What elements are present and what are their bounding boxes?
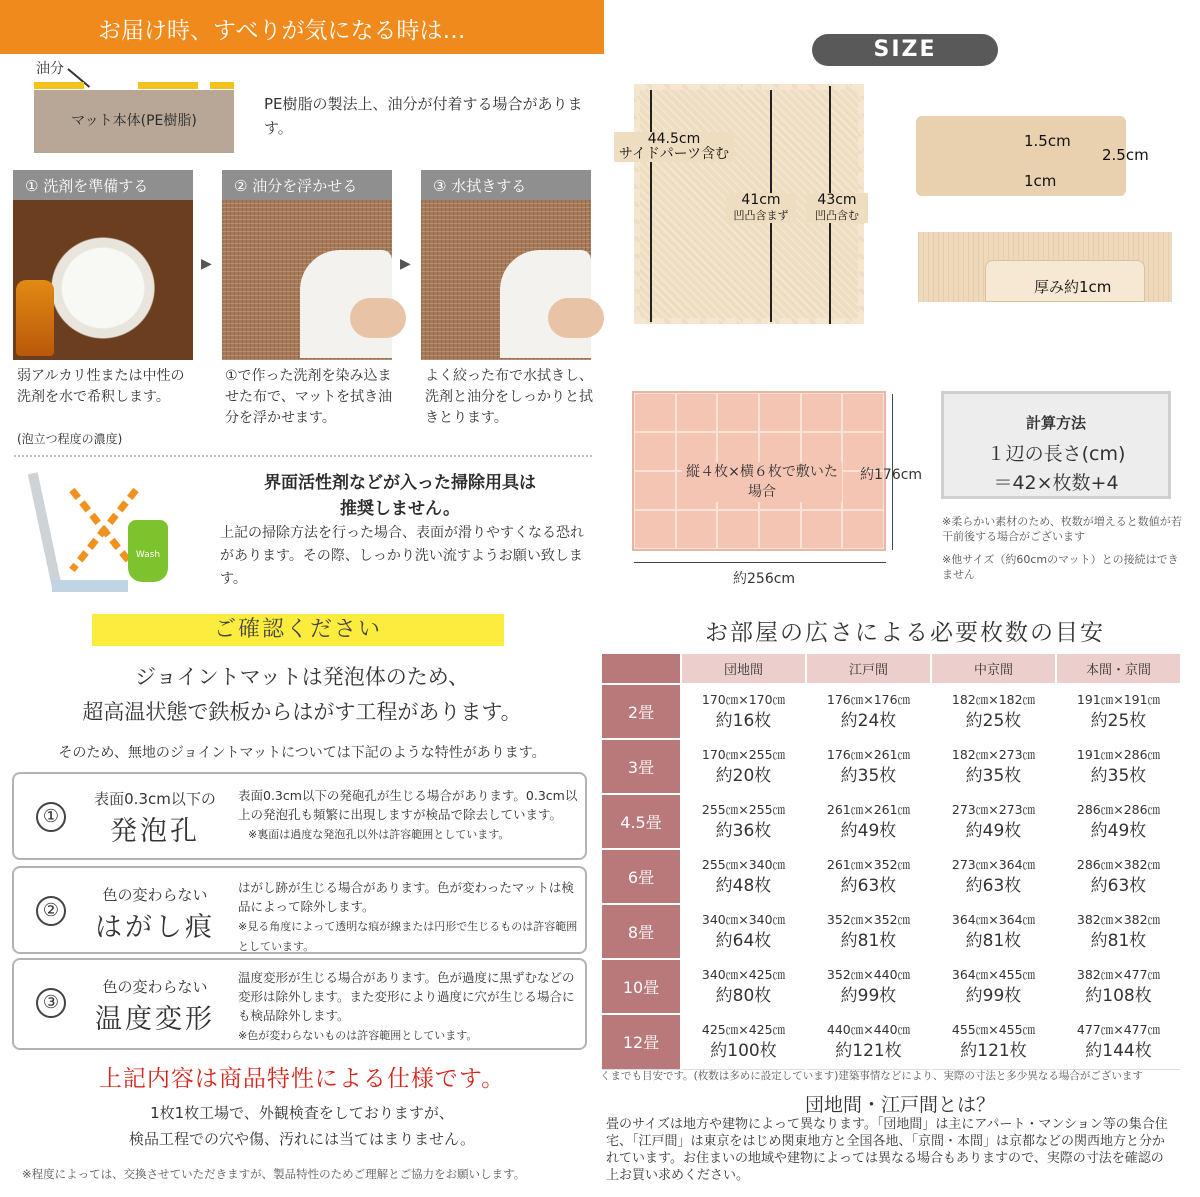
detergent-bottle (16, 280, 54, 356)
row-header: 4.5畳 (601, 794, 681, 849)
size-note: ※柔らかい素材のため、枚数が増えると数値が若干前後する場合がございます (942, 515, 1182, 543)
item-number: ① (36, 802, 66, 832)
table-cell (681, 684, 806, 739)
property-text (238, 786, 578, 844)
mop-icon (28, 472, 62, 590)
mat-count: 約49枚 (840, 820, 897, 841)
room-dimension: 440㎝×440㎝ (826, 1021, 911, 1037)
mat-count: 約81枚 (840, 930, 897, 951)
step-3-desc: よく絞った布で水拭きし、洗剤と油分をしっかりと拭きとります。 (425, 368, 593, 426)
step-3-title: ③ 水拭きする (421, 170, 591, 200)
property-title: 発泡孔 (110, 816, 200, 847)
room-dimension: 191㎝×191㎝ (1076, 691, 1161, 707)
property-note: ※見る角度によって透明な痕が線または円形で生じるものは許容範囲としています。 (238, 920, 578, 953)
danchi-text: 畳のサイズは地方や建物によって異なります。「団地間」は主にアパート・マンション等の集合住宅、「江戸間」は東京をはじめ関東地方と全国各地、「京間・本間」は京都などの関西地方と分かれています。お住まいの地域や建物によっては異なる場合もありますので、実際の寸法を確認の上お買い求めください。 (606, 1117, 1168, 1183)
hand (350, 298, 406, 338)
table-cell (1056, 904, 1181, 959)
layout-grid-label: 縦４枚×横６枚で敷いた場合 (682, 462, 842, 502)
room-dimension: 382㎝×477㎝ (1076, 966, 1161, 982)
room-dimension: 273㎝×364㎝ (951, 856, 1036, 872)
mat-count: 約144枚 (1085, 1040, 1152, 1061)
dim-44-5 (614, 132, 734, 162)
dim-43 (806, 193, 868, 223)
room-dimension: 261㎝×352㎝ (826, 856, 911, 872)
table-row (601, 794, 1181, 849)
table-cell (681, 739, 806, 794)
room-dimension: 170㎝×255㎝ (701, 746, 786, 762)
room-dimension: 182㎝×273㎝ (951, 746, 1036, 762)
property-box-foam-holes (12, 772, 587, 860)
mat-count: 約20枚 (715, 765, 772, 786)
calc-formula-line: １辺の長さ(cm) (986, 443, 1126, 465)
property-box-peel-marks (12, 866, 587, 954)
table-cell (931, 794, 1056, 849)
width-dim-line (634, 562, 886, 563)
table-row (601, 904, 1181, 959)
mat-count: 約35枚 (1090, 765, 1147, 786)
mat-count: 約80枚 (715, 985, 772, 1006)
table-row (601, 849, 1181, 904)
dim-line (650, 90, 652, 322)
table-cell (681, 794, 806, 849)
mat-count: 約49枚 (965, 820, 1022, 841)
mat-count: 約121枚 (835, 1040, 902, 1061)
intro-line: ジョイントマットは発泡体のため、 (135, 665, 469, 689)
property-heading (74, 788, 236, 848)
table-cell (681, 959, 806, 1014)
table-cell (806, 794, 931, 849)
mat-count: 約81枚 (1090, 930, 1147, 951)
mat-count: 約121枚 (960, 1040, 1027, 1061)
item-number: ③ (36, 988, 66, 1018)
size-heading: SIZE (812, 34, 998, 66)
room-dimension: 382㎝×382㎝ (1076, 911, 1161, 927)
confirm-intro (0, 660, 604, 730)
width-dim: 約256cm (733, 571, 796, 587)
spec-sub-line: 1枚1枚工場で、外観検査をしておりますが、 (150, 1104, 454, 1122)
row-header: 10畳 (601, 959, 681, 1014)
step-2-desc: ①で作った洗剤を染み込ませた布で、マットを拭き油分を浮かせます。 (225, 368, 393, 426)
warning-title-line: 界面活性剤などが入った掃除用具は (264, 473, 536, 493)
property-note: ※色が変わらないものは許容範囲としています。 (238, 1029, 478, 1042)
room-dimension: 286㎝×286㎝ (1076, 801, 1161, 817)
side-part-diagram (916, 116, 1126, 196)
mat-count: 約99枚 (840, 985, 897, 1006)
table-cell (1056, 794, 1181, 849)
row-header: 3畳 (601, 739, 681, 794)
height-dim: 約176cm (860, 467, 923, 483)
mat-count: 約35枚 (840, 765, 897, 786)
room-dimension: 340㎝×340㎝ (701, 911, 786, 927)
table-cell (806, 904, 931, 959)
confirm-sub: そのため、無地のジョイントマットについては下記のような特性があります。 (58, 745, 546, 761)
spec-sub-line: 検品工程での穴や傷、汚れには当てはまりません。 (129, 1130, 475, 1148)
property-text (238, 878, 578, 956)
size-note: ※他サイズ（約60cmのマット）との接続はできません (942, 553, 1179, 581)
room-dimension: 176㎝×176㎝ (826, 691, 911, 707)
warning-title-line: 推奨しません。 (339, 499, 461, 519)
mat-count: 約64枚 (715, 930, 772, 951)
room-dimension: 340㎝×425㎝ (701, 966, 786, 982)
pe-resin-note: PE樹脂の製法上、油分が付着する場合があります。 (264, 95, 583, 137)
table-footnote: くまでも目安です。(枚数は多めに設定しています)建築事情などにより、実際の寸法と多少異なる場合がございます (600, 1070, 1143, 1082)
dim-sub: 凹凸含む (815, 209, 859, 222)
step-2-title: ② 油分を浮かせる (222, 170, 392, 200)
table-cell (806, 684, 931, 739)
mat-count: 約81枚 (965, 930, 1022, 951)
property-text (238, 968, 578, 1045)
mat-count: 約16枚 (715, 710, 772, 731)
column-header: 江戸間 (806, 653, 931, 684)
table-cell (1056, 959, 1181, 1014)
room-dimension: 176㎝×261㎝ (826, 746, 911, 762)
table-cell (681, 849, 806, 904)
dim-value: 41cm (741, 192, 781, 208)
calc-formula-line: ＝42×枚数+4 (993, 472, 1119, 494)
oil-layer (34, 82, 84, 89)
dim-41 (726, 193, 796, 223)
property-note: ※裏面は過度な発泡孔以外は許容範囲としています。 (248, 828, 510, 841)
room-dimension: 364㎝×364㎝ (951, 911, 1036, 927)
mat-count: 約35枚 (965, 765, 1022, 786)
room-dimension: 182㎝×182㎝ (951, 691, 1036, 707)
dim-2-5: 2.5cm (1102, 146, 1149, 164)
column-header: 本間・京間 (1056, 653, 1181, 684)
row-header: 2畳 (601, 684, 681, 739)
intro-line: 超高温状態で鉄板からはがす工程があります。 (82, 700, 522, 724)
table-corner (601, 653, 681, 684)
column-header: 中京間 (931, 653, 1056, 684)
divider (14, 455, 592, 457)
table-cell (806, 959, 931, 1014)
spec-sub (0, 1100, 604, 1152)
table-cell (1056, 849, 1181, 904)
table-title: お部屋の広さによる必要枚数の目安 (705, 620, 1105, 646)
spec-note: 上記内容は商品特性による仕様です。 (98, 1066, 506, 1092)
property-title: はがし痕 (95, 912, 215, 943)
table-row (601, 684, 1181, 739)
dim-1: 1cm (1024, 172, 1057, 190)
table-cell (931, 959, 1056, 1014)
dim-sub: 凹凸含まず (733, 209, 789, 222)
table-cell (931, 739, 1056, 794)
calculation-box (941, 391, 1171, 499)
property-desc: 温度変形が生じる場合があります。色が過度に黒ずむなどの変形は除外します。また変形により過度に穴が生じる場合にも検品除外します。 (238, 970, 575, 1023)
property-box-thermal-deformation (12, 958, 587, 1050)
room-dimension: 477㎝×477㎝ (1076, 1021, 1161, 1037)
room-dimension: 273㎝×273㎝ (951, 801, 1036, 817)
mat-count: 約48枚 (715, 875, 772, 896)
step-1-desc: 弱アルカリ性または中性の洗剤を水で希釈します。 (17, 368, 185, 405)
mat-count: 約36枚 (715, 820, 772, 841)
table-cell (681, 1014, 806, 1069)
mat-count: 約100枚 (710, 1040, 777, 1061)
table-header-row (601, 653, 1181, 684)
room-dimension: 255㎝×340㎝ (701, 856, 786, 872)
thickness-label: 厚み約1cm (1034, 278, 1112, 296)
oil-label: 油分 (36, 61, 64, 77)
property-sub: 色の変わらない (102, 886, 208, 904)
room-dimension: 255㎝×255㎝ (701, 801, 786, 817)
dim-1-5: 1.5cm (1024, 132, 1071, 150)
table-row (601, 1014, 1181, 1069)
table-cell (806, 739, 931, 794)
confirm-banner: ご確認ください (92, 614, 504, 646)
room-dimension: 352㎝×352㎝ (826, 911, 911, 927)
room-dimension: 286㎝×382㎝ (1076, 856, 1161, 872)
property-title: 温度変形 (95, 1004, 215, 1035)
table-cell (681, 904, 806, 959)
property-heading (74, 884, 236, 944)
detergent-bottle-icon: Wash (128, 520, 168, 582)
column-header: 団地間 (681, 653, 806, 684)
step-arrow-icon: ▶ (400, 256, 411, 272)
table-cell (1056, 739, 1181, 794)
room-dimension: 425㎝×425㎝ (701, 1021, 786, 1037)
table-cell (931, 1014, 1056, 1069)
table-cell (931, 849, 1056, 904)
hand (548, 298, 604, 338)
table-cell (931, 904, 1056, 959)
property-heading (74, 976, 236, 1036)
mat-count: 約25枚 (965, 710, 1022, 731)
table-row (601, 739, 1181, 794)
danchi-title: 団地間・江戸間とは？ (804, 1094, 995, 1116)
room-dimension: 352㎝×440㎝ (826, 966, 911, 982)
row-header: 6畳 (601, 849, 681, 904)
item-number: ② (36, 896, 66, 926)
row-header: 8畳 (601, 904, 681, 959)
mat-count: 約63枚 (1090, 875, 1147, 896)
warning-title (200, 470, 600, 522)
cleaning-banner: お届け時、すべりが気になる時は… (0, 0, 604, 54)
mat-count: 約99枚 (965, 985, 1022, 1006)
property-sub: 表面0.3cm以下の (94, 790, 216, 808)
room-size-table (600, 652, 1182, 1070)
spec-footnote: ※程度によっては、交換させていただきますが、製品特性のためご理解とご協力をお願いします。 (22, 1167, 526, 1181)
dim-value: 44.5cm (647, 131, 701, 147)
room-dimension: 191㎝×286㎝ (1076, 746, 1161, 762)
table-row (601, 959, 1181, 1014)
calc-title: 計算方法 (1025, 414, 1086, 432)
mat-count: 約49枚 (1090, 820, 1147, 841)
property-desc: はがし跡が生じる場合があります。色が変わったマットは検品によって除外します。 (238, 880, 574, 914)
mat-count: 約63枚 (840, 875, 897, 896)
mat-body-diagram: マット本体(PE樹脂) (34, 90, 234, 153)
step-arrow-icon: ▶ (201, 256, 212, 272)
room-dimension: 364㎝×455㎝ (951, 966, 1036, 982)
property-sub: 色の変わらない (102, 978, 208, 996)
dim-sub: サイドパーツ含む (618, 146, 730, 162)
table-cell (931, 684, 1056, 739)
mop-pad (52, 580, 128, 592)
oil-layer (210, 82, 234, 89)
table-cell (1056, 684, 1181, 739)
table-body (601, 684, 1181, 1069)
table-cell (806, 849, 931, 904)
mat-count: 約24枚 (840, 710, 897, 731)
step-1-title: ① 洗剤を準備する (13, 170, 193, 200)
property-desc: 表面0.3cm以下の発砲孔が生じる場合があります。0.3cm以上の発泡孔も頻繁に出現しますが検品で除去しています。 (238, 788, 578, 822)
mat-count: 約63枚 (965, 875, 1022, 896)
dim-value: 43cm (817, 192, 857, 208)
room-dimension: 261㎝×261㎝ (826, 801, 911, 817)
mat-count: 約108枚 (1085, 985, 1152, 1006)
oil-layer (138, 82, 198, 89)
step-1-sub: (泡立つ程度の濃度) (17, 432, 123, 446)
table-cell (806, 1014, 931, 1069)
table-cell (1056, 1014, 1181, 1069)
room-dimension: 170㎝×170㎝ (701, 691, 786, 707)
room-dimension: 455㎝×455㎝ (951, 1021, 1036, 1037)
warning-text: 上記の掃除方法を行った場合、表面が滑りやすくなる恐れがあります。その際、しっかり洗い流すようお願い致します。 (220, 525, 584, 587)
row-header: 12畳 (601, 1014, 681, 1069)
mat-count: 約25枚 (1090, 710, 1147, 731)
